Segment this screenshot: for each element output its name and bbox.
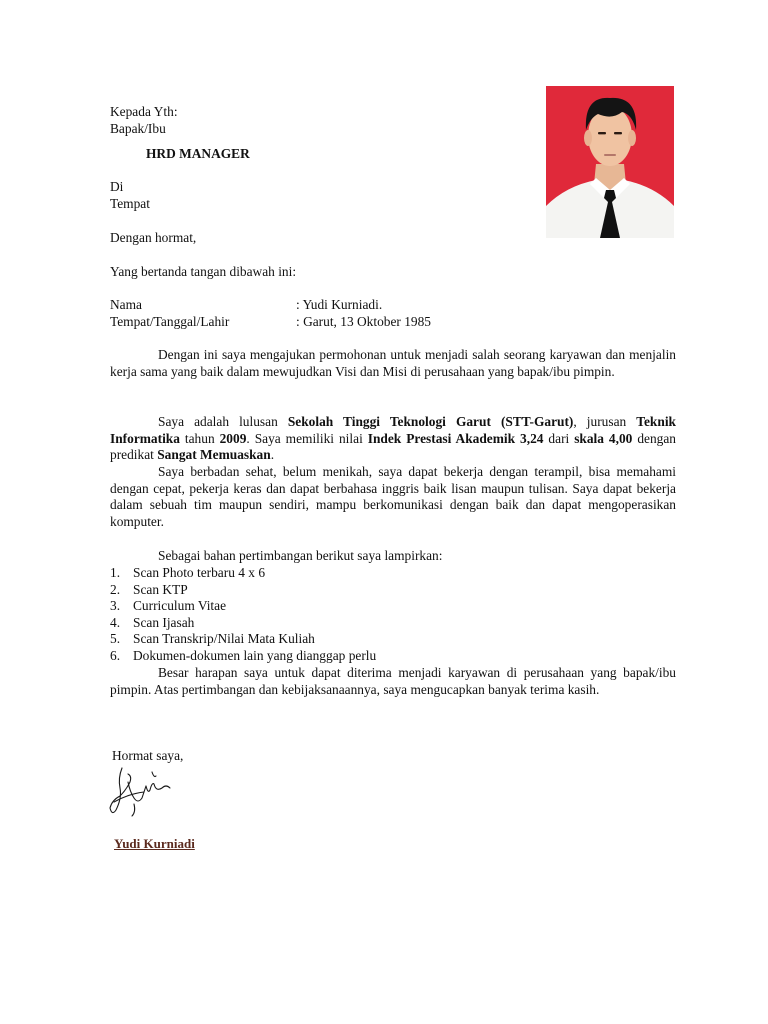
edu-scale: skala 4,00 xyxy=(574,430,633,446)
list-item xyxy=(110,631,676,648)
handwritten-signature-icon xyxy=(108,764,178,820)
edu-predicate: Sangat Memuaskan xyxy=(157,447,271,463)
list-number: 5. xyxy=(110,631,121,647)
field-label: Tempat/Tanggal/Lahir xyxy=(110,314,230,329)
list-item xyxy=(110,582,676,599)
person-photo-icon xyxy=(546,86,674,238)
edu-text: Saya adalah lulusan xyxy=(158,414,288,429)
list-number: 6. xyxy=(110,647,121,663)
field-label: Nama xyxy=(110,297,142,312)
edu-text: tahun xyxy=(179,430,220,446)
list-item xyxy=(110,565,676,582)
list-number: 2. xyxy=(110,581,121,597)
list-number: 4. xyxy=(110,614,121,630)
edu-text: dengan predikat xyxy=(110,430,676,463)
edu-gpa: Indek Prestasi Akademik 3,24 xyxy=(367,430,544,446)
list-item xyxy=(110,648,676,665)
recipient-line2: Bapak/Ibu xyxy=(110,121,166,136)
list-text: Scan Transkrip/Nilai Mata Kuliah xyxy=(133,631,315,647)
edu-year: 2009 xyxy=(219,430,247,446)
edu-major: Teknik Informatika xyxy=(110,414,676,446)
list-text: Dokumen-dokumen lain yang dianggap perlu xyxy=(133,647,377,663)
list-text: Scan Photo terbaru 4 x 6 xyxy=(133,565,266,580)
edu-text: , jurusan xyxy=(573,414,637,429)
attachments-intro: Sebagai bahan pertimbangan berikut saya lampirkan: xyxy=(158,548,443,563)
signer-name: Yudi Kurniadi xyxy=(114,836,195,851)
attachments-list xyxy=(110,565,676,665)
edu-text: dari xyxy=(543,430,575,446)
list-item xyxy=(110,598,676,615)
closing-text: Hormat saya, xyxy=(112,748,184,763)
paragraph-education xyxy=(110,414,676,464)
recipient-title: HRD MANAGER xyxy=(146,146,250,161)
list-text: Curriculum Vitae xyxy=(133,598,227,614)
recipient-place: Tempat xyxy=(110,196,150,211)
intro-text: Yang bertanda tangan dibawah ini: xyxy=(110,264,297,279)
edu-text: . xyxy=(270,447,275,463)
paragraph-application: Dengan ini saya mengajukan permohonan untuk menjadi salah seorang karyawan dan menjalin kerja sama yang baik dalam mewujudkan Visi dan Misi di perusahaan yang bapak/ibu pimpin. xyxy=(110,347,676,379)
field-value: : Garut, 13 Oktober 1985 xyxy=(296,314,431,329)
recipient-line1: Kepada Yth: xyxy=(110,104,178,119)
paragraph-skills: Saya berbadan sehat, belum menikah, saya dapat bekerja dengan terampil, bisa memahami dengan cepat, pekerja keras dan dapat berbahasa inggris baik lisan maupun tulisan. Saya dapat bekerja dalam sebuah tim maupun sendiri, mampu berkomunikasi dengan baik dan dapat mengoperasikan komputer. xyxy=(110,464,676,529)
list-number: 1. xyxy=(110,565,121,580)
recipient-di: Di xyxy=(110,179,124,194)
list-text: Scan Ijasah xyxy=(133,614,195,630)
edu-school: Sekolah Tinggi Teknologi Garut (STT-Garut) xyxy=(287,414,574,429)
list-item xyxy=(110,615,676,632)
list-text: Scan KTP xyxy=(133,581,188,597)
edu-text: . Saya memiliki nilai xyxy=(246,430,368,446)
list-number: 3. xyxy=(110,598,121,614)
greeting: Dengan hormat, xyxy=(110,230,197,245)
paragraph-closing: Besar harapan saya untuk dapat diterima menjadi karyawan di perusahaan yang bapak/ibu pimpin. Atas pertimbangan dan kebijaksanaannya, saya mengucapkan banyak terima kasih. xyxy=(110,665,676,697)
field-value: : Yudi Kurniadi. xyxy=(296,297,383,312)
